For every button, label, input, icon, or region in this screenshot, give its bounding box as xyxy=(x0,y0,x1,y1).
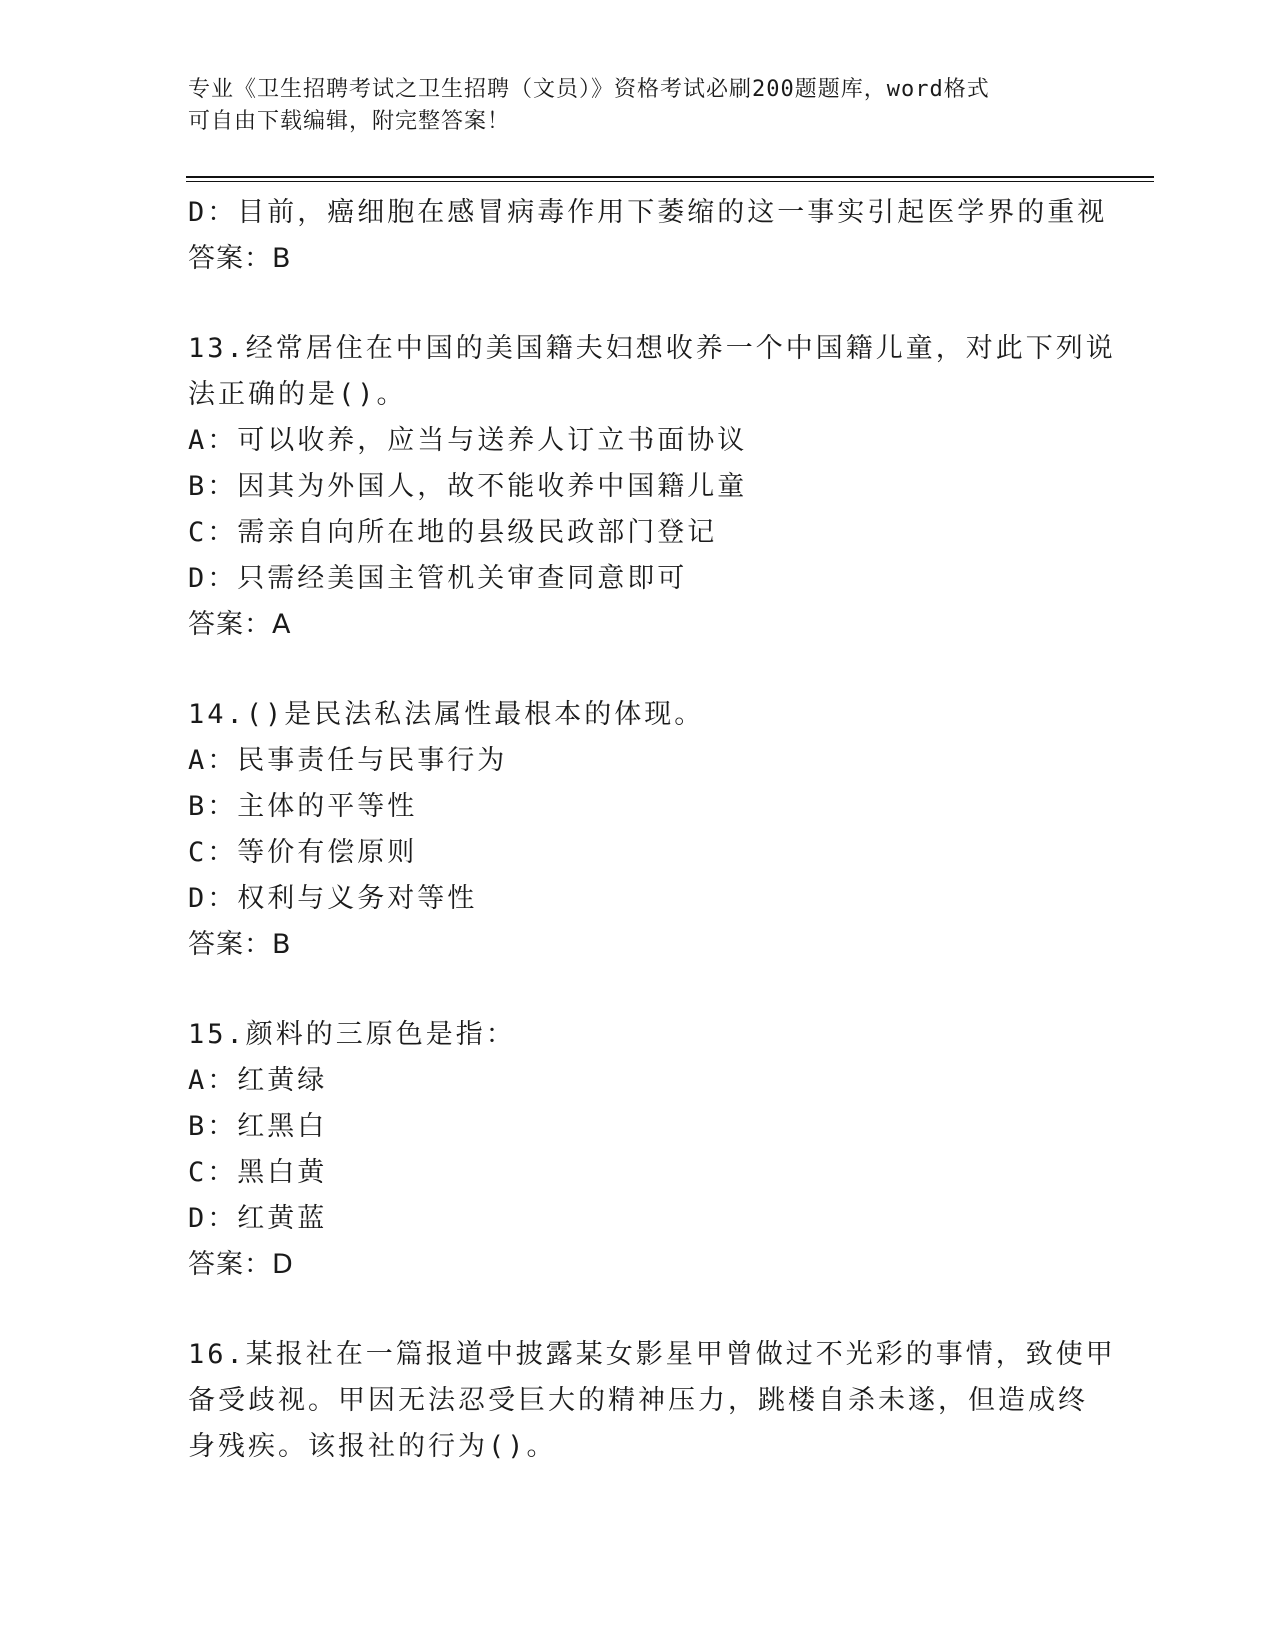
question-16 xyxy=(188,1332,1116,1470)
header-title-line-2: 可自由下载编辑，附完整答案！ xyxy=(188,109,511,134)
question-15 xyxy=(188,1012,1088,1288)
option-a: A：可以收养，应当与送养人订立书面协议 xyxy=(188,425,748,456)
question-stem: 15.颜料的三原色是指： xyxy=(188,1019,516,1050)
answer: 答案：B xyxy=(188,929,292,960)
option-b: B：红黑白 xyxy=(188,1111,328,1142)
option-a: A：红黄绿 xyxy=(188,1065,328,1096)
option-c: C：等价有偿原则 xyxy=(188,837,418,868)
document-header xyxy=(188,74,1068,138)
option-c: C：黑白黄 xyxy=(188,1157,328,1188)
header-divider-thick xyxy=(186,176,1154,178)
header-title-line-1: 专业《卫生招聘考试之卫生招聘（文员）》资格考试必刷200题题库，word格式 xyxy=(188,77,990,102)
question-13 xyxy=(188,326,1116,648)
question-14 xyxy=(188,692,1088,968)
question-stem: 14.()是民法私法属性最根本的体现。 xyxy=(188,699,705,730)
question-stem: 16.某报社在一篇报道中披露某女影星甲曾做过不光彩的事情，致使甲 xyxy=(188,1339,1116,1370)
question-stem: 13.经常居住在中国的美国籍夫妇想收养一个中国籍儿童，对此下列说 xyxy=(188,333,1116,364)
option-d: D：红黄蓝 xyxy=(188,1203,328,1234)
answer: 答案：D xyxy=(188,1249,294,1280)
option-b: B：因其为外国人，故不能收养中国籍儿童 xyxy=(188,471,748,502)
prev-option-d: D：目前，癌细胞在感冒病毒作用下萎缩的这一事实引起医学界的重视 xyxy=(188,197,1108,228)
prev-answer: 答案：B xyxy=(188,243,292,274)
option-d: D：只需经美国主管机关审查同意即可 xyxy=(188,563,688,594)
option-d: D：权利与义务对等性 xyxy=(188,883,478,914)
header-divider-thin xyxy=(186,181,1154,182)
answer: 答案：A xyxy=(188,609,292,640)
question-stem: 备受歧视。甲因无法忍受巨大的精神压力，跳楼自杀未遂，但造成终 xyxy=(188,1385,1088,1416)
question-stem: 身残疾。该报社的行为()。 xyxy=(188,1431,557,1462)
question-list xyxy=(188,190,1116,1470)
option-a: A：民事责任与民事行为 xyxy=(188,745,508,776)
option-c: C：需亲自向所在地的县级民政部门登记 xyxy=(188,517,718,548)
option-b: B：主体的平等性 xyxy=(188,791,418,822)
question-stem: 法正确的是()。 xyxy=(188,379,407,410)
